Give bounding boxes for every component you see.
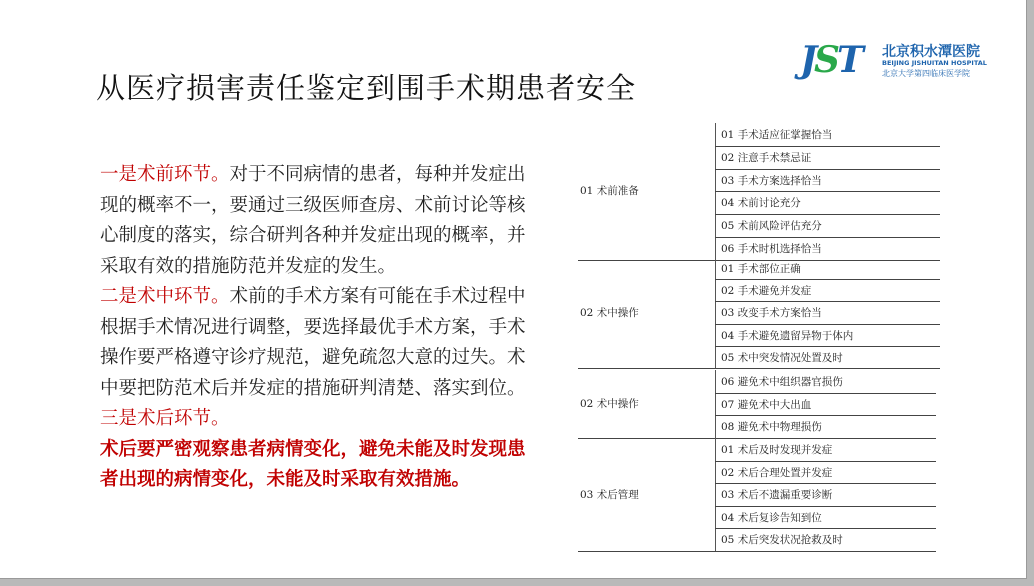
intraop-heading: 二是术中环节。 <box>100 286 230 307</box>
stage-item: 03 术后不遗漏重要诊断 <box>721 489 833 502</box>
item-divider <box>715 191 940 192</box>
stage-item: 08 避免术中物理损伤 <box>721 421 822 433</box>
item-divider <box>715 279 940 280</box>
group-divider <box>578 438 936 439</box>
preop-heading: 一是术前环节。 <box>100 164 230 185</box>
item-divider <box>715 324 940 325</box>
stage-item: 02 手术避免并发症 <box>721 285 812 298</box>
item-divider <box>715 169 940 170</box>
tree-bracket-line <box>715 257 716 368</box>
stage-item: 06 手术时机选择恰当 <box>721 243 822 255</box>
slide-title: 从医疗损害责任鉴定到围手术期患者安全 <box>96 71 637 105</box>
item-divider <box>715 146 940 147</box>
postop-text: 术后要严密观察患者病情变化，避免未能及时发现患者出现的病情变化，未能及时采取有效措施。 <box>100 438 526 490</box>
stage-label-intraop: 02 术中操作 <box>580 306 639 319</box>
stage-label-preop: 01 术前准备 <box>580 185 639 198</box>
stage-item: 01 术后及时发现并发症 <box>721 444 833 456</box>
stage-item: 04 术后复诊告知到位 <box>721 511 822 524</box>
surgery-stage-tree <box>578 120 944 560</box>
stage-item: 02 术后合理处置并发症 <box>721 466 833 479</box>
item-divider <box>715 346 940 347</box>
tree-bracket-line <box>715 438 716 551</box>
item-divider <box>715 301 940 302</box>
item-divider <box>715 461 936 462</box>
postop-heading: 三是术后环节。 <box>100 408 230 429</box>
stage-item: 01 手术部位正确 <box>721 263 801 275</box>
stage-item: 05 术后突发状况抢救及时 <box>721 534 843 547</box>
item-divider <box>715 237 940 238</box>
logo-name: 北京积水潭医院 <box>882 44 980 60</box>
stage-item: 03 改变手术方案恰当 <box>721 307 822 320</box>
stage-item: 02 注意手术禁忌证 <box>721 151 812 164</box>
group-divider <box>578 368 940 369</box>
stage-item: 05 术中突发情况处置及时 <box>721 351 843 364</box>
item-divider <box>715 483 936 484</box>
item-divider <box>715 528 936 529</box>
item-divider <box>715 214 940 215</box>
tree-bracket-line <box>715 370 716 438</box>
stage-label-intraop-cont: 02 术中操作 <box>580 397 639 410</box>
stage-item: 04 手术避免遗留异物于体内 <box>721 329 854 342</box>
logo-mark: JST <box>800 39 861 81</box>
paragraph-preop <box>100 160 540 282</box>
stage-item: 03 手术方案选择恰当 <box>721 174 822 187</box>
paragraph-intraop <box>100 282 540 404</box>
stage-item: 04 术前讨论充分 <box>721 197 801 210</box>
preop-text: 对于不同病情的患者，每种并发症出现的概率不一，要通过三级医师查房、术前讨论等核心制度的落实，综合研判各种并发症出现的概率，并采取有效的措施防范并发症的发生。 <box>100 164 526 277</box>
stage-label-postop: 03 术后管理 <box>580 488 639 501</box>
item-divider <box>715 393 936 394</box>
stage-item: 07 避免术中大出血 <box>721 398 812 411</box>
group-divider <box>578 551 936 552</box>
logo-english-name: BEIJING JISHUITAN HOSPITAL <box>882 59 987 67</box>
intraop-text: 术前的手术方案有可能在手术过程中根据手术情况进行调整，要选择最优手术方案，手术操作要严格遵守诊疗规范，避免疏忽大意的过失。术中要把防范术后并发症的措施研判清楚、落实到位。 <box>100 286 526 399</box>
stage-item: 01 手术适应征掌握恰当 <box>721 129 833 141</box>
stage-item: 06 避免术中组织器官损伤 <box>721 376 843 388</box>
stage-item: 05 术前风险评估充分 <box>721 220 822 233</box>
hospital-logo <box>800 40 1000 84</box>
item-divider <box>715 506 936 507</box>
logo-subtitle: 北京大学第四临床医学院 <box>882 69 970 78</box>
body-text <box>100 160 540 496</box>
item-divider <box>715 415 936 416</box>
